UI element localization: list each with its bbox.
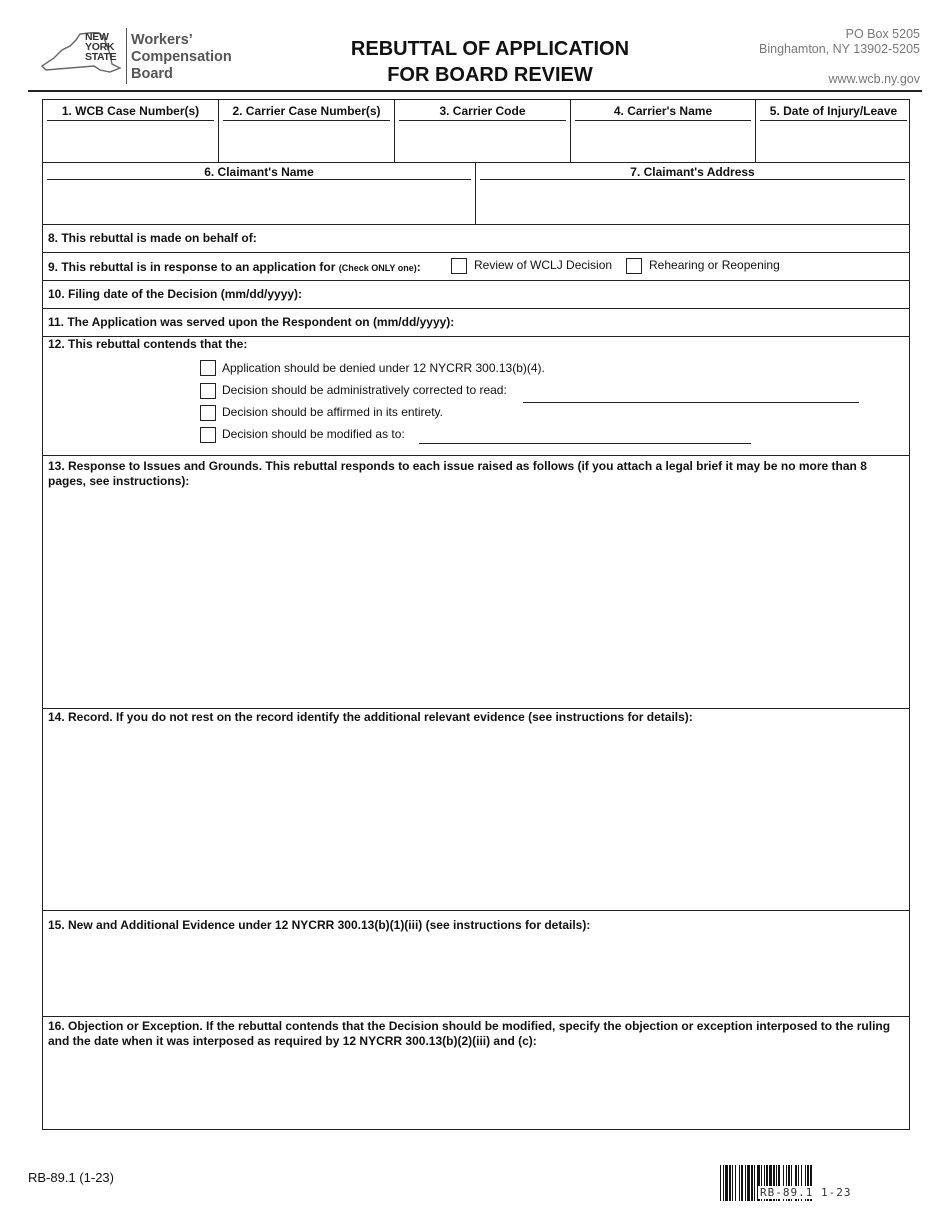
label-underline (47, 120, 214, 121)
affirmed-checkbox[interactable] (200, 405, 216, 421)
label-underline (480, 179, 905, 180)
new-evidence-label: 15. New and Additional Evidence under 12 NYCRR 300.13(b)(1)(iii) (see instructions for details): (48, 918, 591, 932)
deny-application-label: Application should be denied under 12 NYCRR 300.13(b)(4). (222, 361, 545, 375)
barcode-bar (745, 1165, 746, 1201)
label-underline (47, 179, 471, 180)
claimant-name-label: 6. Claimant's Name (204, 165, 314, 179)
served-date-field[interactable] (473, 312, 903, 334)
barcode-bar (754, 1165, 755, 1201)
rehearing-checkbox[interactable] (626, 258, 642, 274)
deny-application-checkbox[interactable] (200, 360, 216, 376)
new-evidence-textarea[interactable] (45, 936, 907, 1014)
row-divider (43, 910, 909, 911)
review-wclj-checkbox[interactable] (451, 258, 467, 274)
response-to-label: 9. This rebuttal is in response to an application for (Check ONLY one): (48, 260, 421, 274)
carrier-name-field[interactable] (573, 122, 753, 160)
objection-textarea[interactable] (45, 1052, 907, 1128)
barcode-bar (739, 1165, 740, 1201)
barcode-bar (751, 1165, 753, 1201)
claimant-name-field[interactable] (45, 182, 473, 222)
behalf-of-label: 8. This rebuttal is made on behalf of: (48, 231, 257, 245)
response-issues-label: 13. Response to Issues and Grounds. This rebuttal responds to each issue raised as follows (if you attach a legal brief it may be no more than 8 pages, see instructions): (48, 459, 867, 488)
wcb-case-number-field[interactable] (45, 122, 216, 160)
barcode-bar (735, 1165, 736, 1201)
filing-date-label: 10. Filing date of the Decision (mm/dd/yyyy): (48, 287, 303, 301)
row-divider (43, 708, 909, 709)
filing-date-field[interactable] (313, 284, 903, 306)
record-textarea[interactable] (45, 728, 907, 908)
barcode-bar (729, 1165, 731, 1201)
row-divider (43, 1016, 909, 1017)
modified-as-to-input[interactable] (419, 443, 751, 444)
website-link[interactable]: www.wcb.ny.gov (828, 72, 920, 86)
date-of-injury-field[interactable] (758, 122, 909, 160)
corrected-to-read-input[interactable] (523, 402, 859, 403)
logo-divider (126, 28, 127, 84)
label-underline (399, 120, 566, 121)
barcode-bar (720, 1165, 721, 1201)
mailing-address: PO Box 5205 Binghamton, NY 13902-5205 (759, 27, 920, 56)
header-rule (28, 90, 922, 92)
review-wclj-label: Review of WCLJ Decision (474, 258, 613, 272)
administratively-corrected-label: Decision should be administratively corrected to read: (222, 383, 507, 397)
rehearing-label: Rehearing or Reopening (649, 258, 780, 272)
barcode-bar (747, 1165, 750, 1201)
wcb-case-number-label: 1. WCB Case Number(s) (61, 104, 200, 118)
carrier-case-number-label: 2. Carrier Case Number(s) (232, 104, 381, 118)
modified-label: Decision should be modified as to: (222, 427, 405, 441)
barcode-bar (725, 1165, 728, 1201)
label-underline (223, 120, 390, 121)
wcb-logo (40, 26, 250, 90)
barcode-bar (732, 1165, 733, 1201)
form-title: REBUTTAL OF APPLICATION FOR BOARD REVIEW (350, 38, 630, 86)
row-divider (43, 455, 909, 456)
modified-checkbox[interactable] (200, 427, 216, 443)
barcode-bar (741, 1165, 743, 1201)
objection-label: 16. Objection or Exception. If the rebuttal contends that the Decision should be modified, specify the objection or exception interposed to the ruling and the date when it was interposed as required by 12 NYCRR 300.13(b)(2)(iii) and (c): (48, 1019, 891, 1048)
label-underline (760, 120, 907, 121)
date-of-injury-label: 5. Date of Injury/Leave (769, 104, 898, 118)
row-divider (43, 224, 909, 225)
carrier-name-label: 4. Carrier's Name (613, 104, 713, 118)
contends-label: 12. This rebuttal contends that the: (48, 337, 248, 351)
carrier-code-field[interactable] (397, 122, 568, 160)
administratively-corrected-checkbox[interactable] (200, 383, 216, 399)
agency-name: Workers’ Compensation Board (131, 32, 232, 82)
response-issues-textarea[interactable] (45, 492, 907, 706)
carrier-case-number-field[interactable] (221, 122, 392, 160)
rebuttal-form (42, 99, 910, 1130)
label-underline (575, 120, 751, 121)
row-divider (43, 252, 909, 253)
affirmed-label: Decision should be affirmed in its entirety. (222, 405, 443, 419)
barcode-text: RB-89.1 1-23 (760, 1186, 852, 1199)
behalf-of-field[interactable] (273, 228, 903, 250)
record-label: 14. Record. If you do not rest on the record identify the additional relevant evidence (see instructions for details): (48, 710, 693, 724)
logo-state-text: NEW YORK STATE (85, 31, 117, 63)
carrier-code-label: 3. Carrier Code (439, 104, 526, 118)
claimant-address-label: 7. Claimant's Address (630, 165, 755, 179)
row-divider (43, 280, 909, 281)
row-divider (43, 308, 909, 309)
form-number: RB-89.1 (1-23) (28, 1170, 114, 1185)
served-date-label: 11. The Application was served upon the Respondent on (mm/dd/yyyy): (48, 315, 455, 329)
barcode-bar (723, 1165, 724, 1201)
claimant-address-field[interactable] (478, 182, 907, 222)
row-divider (43, 162, 909, 163)
